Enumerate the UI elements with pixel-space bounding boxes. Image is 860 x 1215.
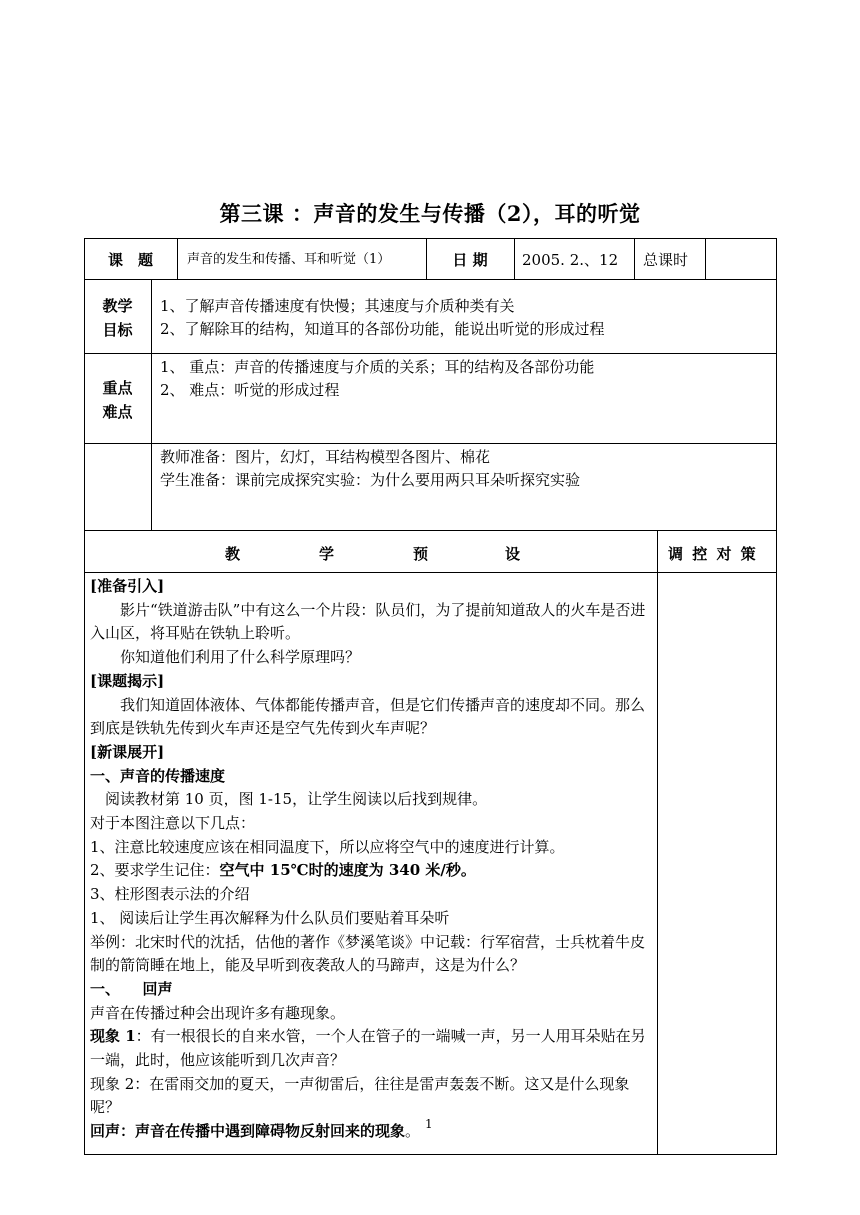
paragraph: 现象 2：在雷雨交加的夏天，一声彻雷后，往往是雷声轰轰不断。这又是什么现象呢？ (90, 1074, 630, 1117)
section-heading: [新课展开] (90, 742, 165, 761)
subheading: 一、声音的传播速度 (90, 766, 226, 785)
key-point-item: 2、 难点：听觉的形成过程 (160, 381, 340, 399)
paragraph: 2、要求学生记住：空气中 15℃时的速度为 340 米/秒。 (90, 861, 476, 880)
total-hours-label: 总课时 (643, 251, 689, 269)
paragraph: 我们知道固体液体、气体都能传播声音，但是它们传播声音的速度却不同。那么到底是铁轨先传到火车声还是空气先传到火车声呢？ (90, 695, 646, 738)
prep-item: 学生准备：课前完成探究实验：为什么要用两只耳朵听探究实验 (160, 471, 581, 489)
paragraph: 回声：声音在传播中遇到障碍物反射回来的现象。 (90, 1122, 421, 1141)
strategy-header: 调 控 对 策 (668, 545, 758, 563)
date-label: 日 期 (452, 251, 488, 269)
lesson-body (90, 575, 655, 1144)
paragraph: 举例：北宋时代的沈括，估他的著作《梦溪笔谈》中记载：行军宿营，士兵枕着牛皮制的箭筒睡在地上，能及早听到夜袭敌人的马蹄声，这是为什么？ (90, 932, 646, 975)
plan-header-char: 预 (413, 545, 429, 563)
key-point-item: 1、 重点：声音的传播速度与介质的关系；耳的结构及各部份功能 (160, 358, 595, 376)
goal-item: 2、了解除耳的结构，知道耳的各部份功能，能说出听觉的形成过程 (160, 320, 605, 338)
page-number: 1 (425, 1117, 433, 1131)
key-points-label: 重点 难点 (102, 379, 133, 421)
course-label: 课 题 (107, 251, 153, 269)
plan-header-char: 设 (505, 545, 521, 563)
plan-header-char: 教 (225, 545, 241, 563)
subheading: 一、 回声 (90, 979, 173, 998)
paragraph: 阅读教材第 10 页，图 1-15，让学生阅读以后找到规律。 (105, 790, 488, 809)
paragraph: 现象 1：有一根很长的自来水管，一个人在管子的一端喊一声，另一人用耳朵贴在另一端，此时，他应该能听到几次声音？ (90, 1027, 646, 1070)
prep-item: 教师准备：图片，幻灯，耳结构模型各图片、棉花 (160, 448, 491, 466)
plan-header-char: 学 (319, 545, 335, 563)
goals-label: 教学 目标 (102, 297, 133, 339)
paragraph: 1、注意比较速度应该在相同温度下，所以应将空气中的速度进行计算。 (90, 837, 565, 856)
date-value: 2005. 2.、12 (522, 251, 619, 269)
course-value: 声音的发生和传播、耳和听觉（1） (187, 252, 391, 267)
paragraph: 你知道他们利用了什么科学原理吗？ (120, 648, 361, 667)
paragraph: 1、 阅读后让学生再次解释为什么队员们要贴着耳朵听 (90, 908, 450, 927)
paragraph: 3、柱形图表示法的介绍 (90, 885, 250, 904)
goal-item: 1、了解声音传播速度有快慢；其速度与介质种类有关 (160, 297, 515, 315)
page-title: 第三课 ：声音的发生与传播（2），耳的听觉 (219, 201, 641, 226)
paragraph: 对于本图注意以下几点： (90, 814, 256, 833)
paragraph: 影片“铁道游击队”中有这么一个片段：队员们，为了提前知道敌人的火车是否进入山区，将耳贴在铁轨上聆听。 (90, 600, 646, 643)
section-heading: [课题揭示] (90, 671, 165, 690)
section-heading: [准备引入] (90, 577, 165, 595)
paragraph: 声音在传播过种会出现许多有趣现象。 (90, 1003, 346, 1022)
